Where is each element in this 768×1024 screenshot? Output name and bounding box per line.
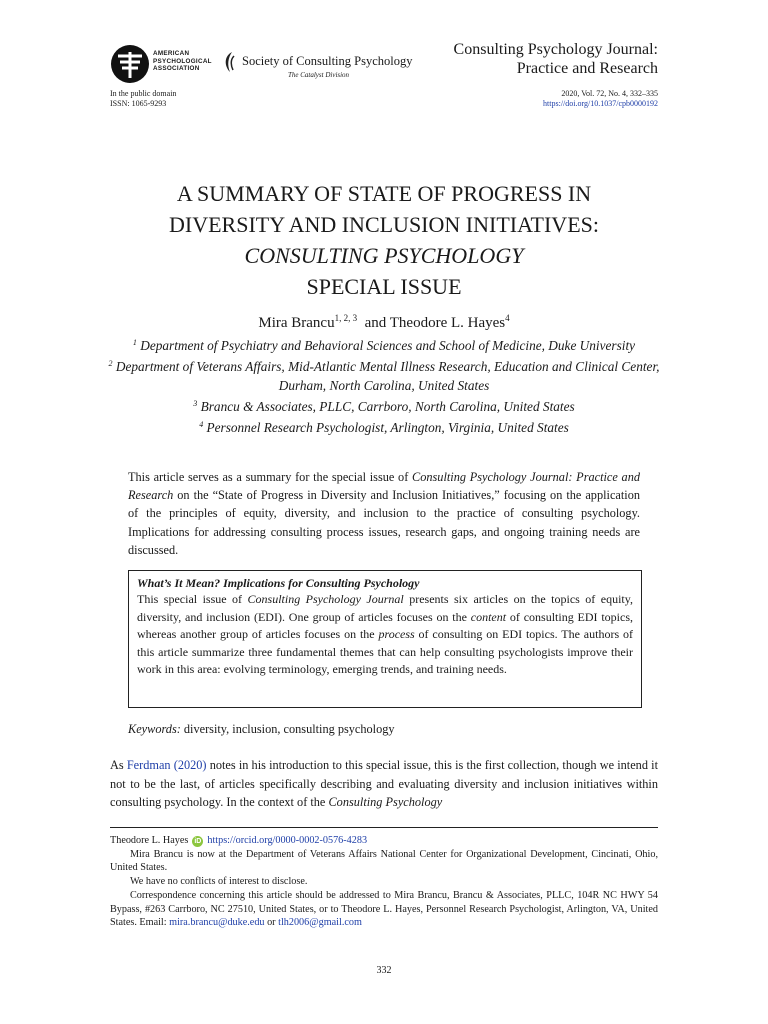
implications-box [128,570,642,708]
footnotes [110,834,658,930]
implications-box-body: This special issue of Consulting Psychology Journal presents six articles on the topics of equity, diversity, and inclusion (EDI). One group of articles focuses on the content of consulting EDI topics, whereas another group of articles focuses on the process of consulting on EDI topics. The authors of this article summarize three fundamental themes that can help consulting psychologists improve their work in this area: evolving terminology, emerging trends, and training needs. [137,592,633,677]
footnote-correspondence: Correspondence concerning this article should be addressed to Mira Brancu, Brancu & Associates, PLLC, 104R NC HWY 54 Bypass, #263 Carrboro, NC 27510, United States, or to Theodore L. Hayes, Personnel Research Psychologist, Arlington, VA, United States. Email: mira.brancu@duke.edu or tlh2006@gmail.com [110,889,658,929]
keywords: Keywords: diversity, inclusion, consulting psychology [128,722,395,736]
authors: Mira Brancu$^{1, 2, 3}$ and Theodore L. Hayes$^4$ [258,313,510,331]
author-name: Mira Brancu [258,315,335,331]
email-link[interactable]: mira.brancu@duke.edu [169,917,265,929]
scp-leaf-icon [222,50,238,74]
footnote-conflicts: We have no conflicts of interest to disclose. [130,876,308,888]
orcid-link[interactable]: https://orcid.org/0000-0002-0576-4283 [207,835,368,846]
affiliation: $^3$ Brancu & Associates, PLLC, Carrboro, North Carolina, United States [193,398,575,414]
scp-subtitle: The Catalyst Division [288,71,350,79]
affiliation: $^4$ Personnel Research Psychologist, Arlington, Virginia, United States [199,420,569,436]
page-number: 332 [376,965,392,976]
author-name: Theodore L. Hayes [389,315,506,331]
affiliation: $^1$ Department of Psychiatry and Behavioral Sciences and School of Medicine, Duke University [132,338,636,353]
apa-logo-icon [110,44,150,84]
orcid-icon: iD [194,838,202,845]
affiliation: $^2$ Department of Veterans Affairs, Mid-Atlantic Mental Illness Research, Education and Clinical Center, Durham, North Carolina, United States [108,359,660,393]
affiliations [105,334,663,437]
footnote-affiliation-change: Mira Brancu is now at the Department of Veterans Affairs National Center for Organizational Development, Cincinati, Ohio, United States. [110,848,658,874]
publication-meta-right: 2020, Vol. 72, No. 4, 332–335 https://doi.org/10.1037/cpb0000192 [438,89,658,109]
doi-link[interactable]: https://doi.org/10.1037/cpb0000192 [543,99,658,108]
scp-name: Society of Consulting Psychology [242,54,413,68]
abstract: This article serves as a summary for the special issue of Consulting Psychology Journal: Practice and Research on the “State of Progress in Diversity and Inclusion Initiatives,” focusing on the application of the principles of equity, diversity, and inclusion to the practice of consulting psychology. Implications for addressing consulting process issues, research gaps, and ongoing training needs are discussed. [128,470,640,557]
publication-meta-left: In the public domain ISSN: 1065-9293 [110,89,177,108]
journal-name: Consulting Psychology Journal: Practice and Research [453,41,658,77]
email-link[interactable]: tlh2006@gmail.com [278,917,362,929]
apa-wordmark: AMERICAN PSYCHOLOGICAL ASSOCIATION [153,50,212,73]
body-paragraph: As Ferdman (2020) notes in his introduction to this special issue, this is the first collection, though we intend it not to be the last, of articles specifically describing and evaluating diversity and inclusion initiatives within consulting psychology. In the context of the Consulting Psychology [110,758,658,809]
implications-box-title: What’s It Mean? Implications for Consulting Psychology [137,576,420,590]
article-title: A SUMMARY OF STATE OF PROGRESS IN DIVERSITY AND INCLUSION INITIATIVES: CONSULTING PSYCHOLOGY SPECIAL ISSUE [169,181,599,299]
ferdman-reference-link[interactable]: Ferdman (2020) [126,758,207,772]
footnote-divider [110,827,658,828]
orcid-line: Theodore L. Hayes iD https://orcid.org/0000-0002-0576-4283 [110,835,368,846]
